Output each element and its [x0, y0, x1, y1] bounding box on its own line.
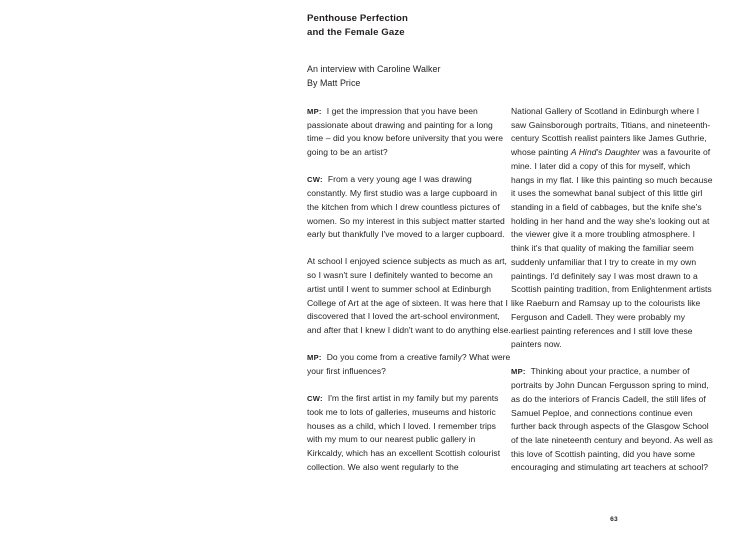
- paragraph-text: From a very young age I was drawing constantly. My first studio was a large cupboard in the kitchen from which I drew countless pictures of women. So my interest in this subject matter started early but thankfully I've moved to a larger cupboard.: [307, 174, 505, 240]
- title-line-1: Penthouse Perfection: [307, 13, 409, 24]
- article-header: [307, 12, 727, 91]
- paragraph-text-after-title: was a favourite of mine. I later did a copy of this for myself, which hangs in my flat. I like this painting so much because it uses the somewhat banal subject of this little girl standing in a field of cabbages, but the knife she's holding in her hand and the way she's looking out at the viewer give it a more troubling atmosphere. I think it's that quality of making the familiar seem suddenly unfamiliar that I try to create in my own paintings. I'd definitely say I was most drawn to a Scottish painting tradition, from Enlightenment artists like Raeburn and Ramsay up to the colourists like Ferguson and Cadell. They were probably my earliest painting references and I still love these painters now.: [511, 147, 713, 350]
- byline: [307, 63, 727, 90]
- byline-author-line: By Matt Price: [307, 78, 361, 88]
- paragraph-text: Do you come from a creative family? What were your first influences?: [307, 352, 511, 376]
- speaker-label: CW:: [307, 175, 323, 185]
- article-body: [307, 105, 720, 475]
- qa-paragraph: [307, 105, 511, 160]
- byline-interview-line: An interview with Caroline Walker: [307, 64, 441, 75]
- speaker-label: MP:: [511, 367, 526, 377]
- page-number: 63: [610, 516, 618, 523]
- speaker-label: MP:: [307, 107, 322, 116]
- artwork-title: A Hind's Daughter: [570, 147, 641, 158]
- page-title: [307, 12, 727, 40]
- qa-paragraph: [511, 365, 715, 475]
- title-line-2: and the Female Gaze: [307, 27, 405, 39]
- qa-paragraph: [511, 105, 715, 352]
- paragraph-text: I get the impression that you have been passionate about drawing and painting for a long time – did you know before university that you were going to be an artist?: [307, 106, 504, 158]
- paragraph-text: At school I enjoyed science subjects as much as art, so I wasn't sure I definitely wanted to become an artist until I went to summer school at Edinburgh College of Art at the age of sixteen. It was here that I discovered that I loved the art-school environment, and after that I knew I didn't want to do anything else.: [307, 256, 511, 336]
- paragraph-text: Thinking about your practice, a number of portraits by John Duncan Fergusson spring to mind, as do the interiors of Francis Cadell, the still lifes of Samuel Peploe, and connections continue even further back through aspects of the Glasgow School of the late nineteenth century and beyond. As well as this love of Scottish painting, did you have some encouraging and stimulating art teachers at school?: [511, 366, 713, 473]
- right-column: [511, 105, 715, 475]
- speaker-label: CW:: [307, 394, 323, 404]
- qa-paragraph: [307, 351, 511, 378]
- speaker-label: MP:: [307, 353, 322, 363]
- qa-paragraph: [307, 392, 511, 474]
- left-column: [307, 105, 511, 475]
- qa-paragraph: [307, 173, 511, 242]
- paragraph-text: I'm the first artist in my family but my parents took me to lots of galleries, museums and historic houses as a child, which I loved. I remember trips with my mum to our nearest public gallery in Kirkcaldy, which has an excellent Scottish colourist collection. We also went regularly to the: [307, 393, 501, 472]
- paragraph-text-before-title: National Gallery of Scotland in Edinburgh where I saw Gainsborough portraits, Titians, and nineteenth-century Scottish realist painters like James Guthrie, whose painting: [511, 106, 711, 158]
- qa-paragraph: [307, 255, 511, 337]
